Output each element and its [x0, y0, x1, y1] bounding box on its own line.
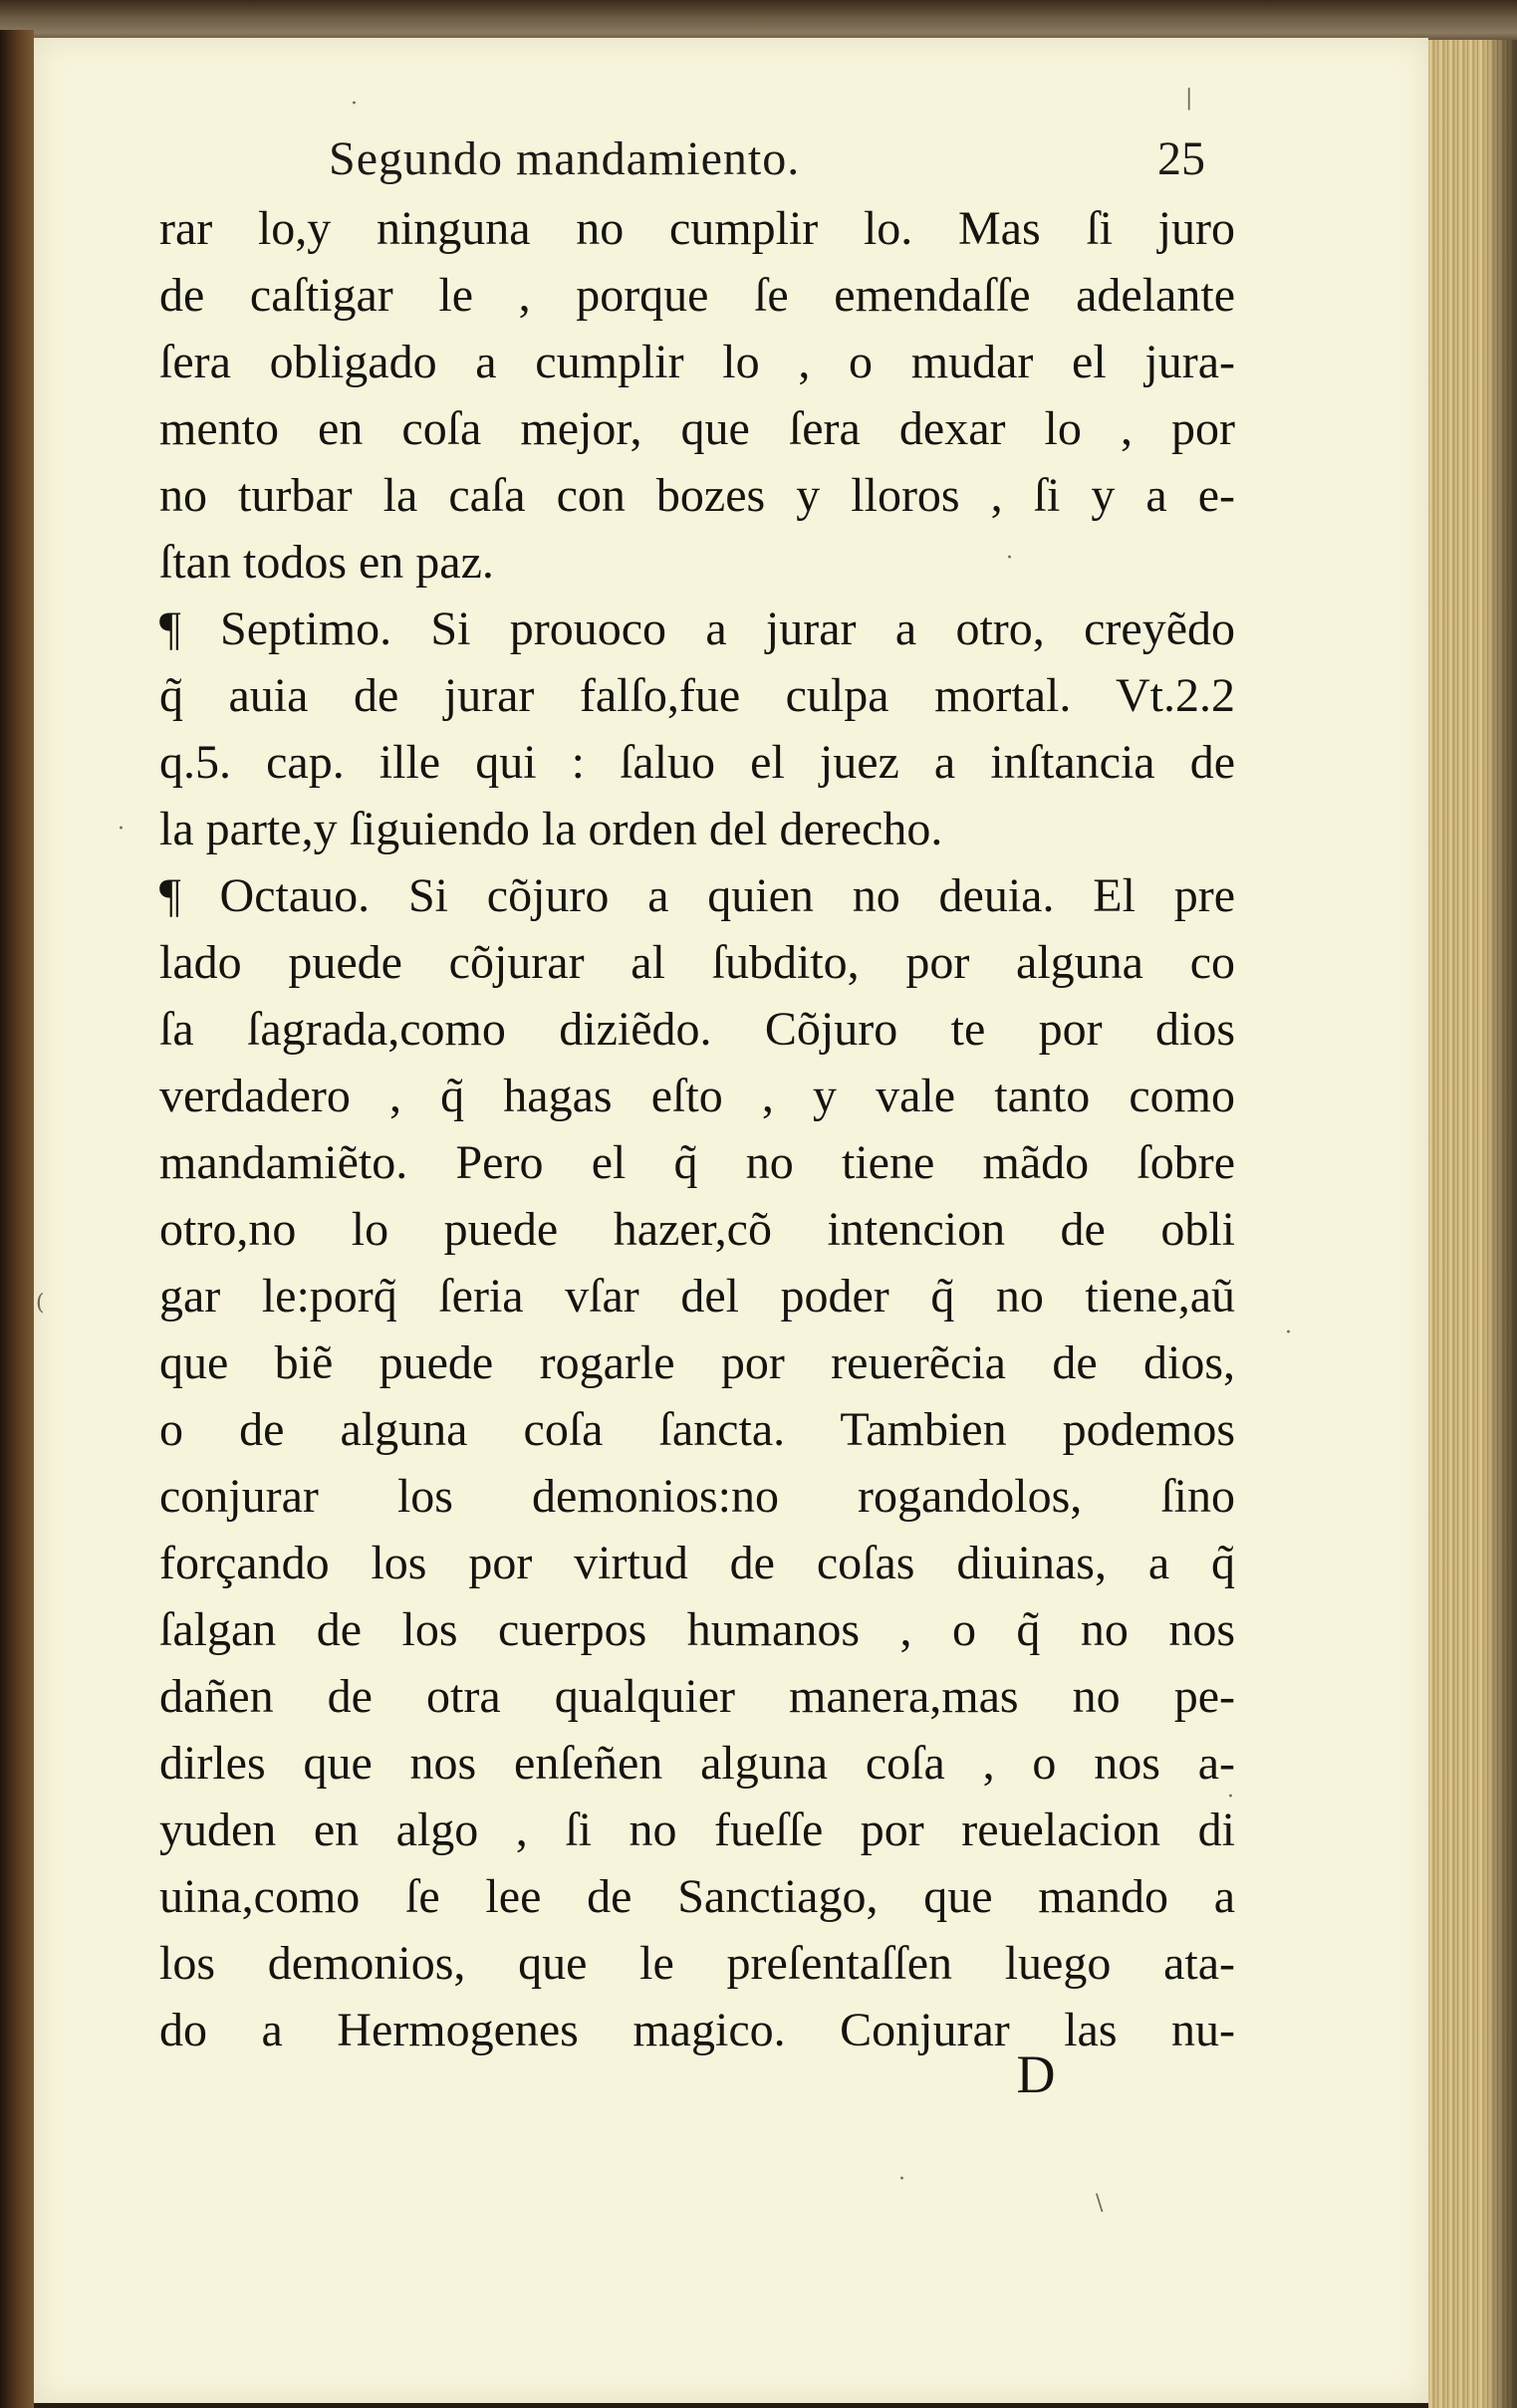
- text-line: ſtan todos en paz.: [159, 536, 494, 589]
- book-binding-edge: [0, 30, 34, 2408]
- text-line: que biẽ puede rogarle por reuerẽcia de dios,: [159, 1336, 1235, 1389]
- text-line: q.5. cap. ille qui : ſaluo el juez a inſtancia de: [159, 736, 1235, 789]
- text-line: ſalgan de los cuerpos humanos , o q̃ no nos: [159, 1603, 1235, 1656]
- paper-speck: (: [36, 1291, 45, 1316]
- page-number: 25: [1157, 132, 1205, 185]
- text-line: do a Hermogenes magico. Conjurar las nu-: [159, 2004, 1235, 2056]
- text-line: o de alguna coſa ſancta. Tambien podemos: [159, 1403, 1235, 1456]
- paper-speck: \: [1096, 2191, 1104, 2216]
- running-title: Segundo mandamiento.: [329, 132, 801, 185]
- paper-speck: ·: [1227, 1785, 1234, 1809]
- paper-speck: |: [1185, 86, 1193, 111]
- text-line: otro,no lo puede hazer,cõ intencion de obli: [159, 1203, 1235, 1256]
- text-line: mandamiẽto. Pero el q̃ no tiene mãdo ſobre: [159, 1136, 1235, 1189]
- text-line: yuden en algo , ſi no fueſſe por reuelacion di: [159, 1804, 1235, 1856]
- body-text: [159, 195, 1235, 2063]
- text-line: de caſtigar le , porque ſe emendaſſe adelante: [159, 269, 1235, 322]
- text-line: uina,como ſe lee de Sanctiago, que mando a: [159, 1870, 1235, 1923]
- text-line: forçando los por virtud de coſas diuinas, a q̃: [159, 1537, 1235, 1589]
- text-line: rar lo,y ninguna no cumplir lo. Mas ſi juro: [159, 202, 1235, 255]
- text-line: dañen de otra qualquier manera,mas no pe-: [159, 1670, 1235, 1723]
- paper-speck: ·: [1006, 546, 1013, 571]
- text-line: q̃ auia de jurar falſo,fue culpa mortal. Vt.2.2: [159, 669, 1235, 722]
- text-line: los demonios, que le preſentaſſen luego ata-: [159, 1937, 1235, 1990]
- paper-speck: ·: [351, 92, 358, 117]
- text-line: ſera obligado a cumplir lo , o mudar el jura-: [159, 336, 1235, 388]
- text-line: dirles que nos enſeñen alguna coſa , o nos a-: [159, 1737, 1235, 1790]
- text-line: no turbar la caſa con bozes y lloros , ſi y a e-: [159, 469, 1235, 522]
- signature-mark: D: [1016, 2045, 1056, 2104]
- paper-speck: ·: [118, 817, 125, 842]
- text-line: mento en coſa mejor, que ſera dexar lo , por: [159, 402, 1235, 455]
- text-line: ſa ſagrada,como diziẽdo. Cõjuro te por dios: [159, 1003, 1235, 1056]
- paper-speck: ·: [1285, 1321, 1292, 1345]
- page-edge-shadow: [1484, 40, 1517, 2408]
- text-line-octauo: ¶ Octauo. Si cõjuro a quien no deuia. El pre: [159, 869, 1235, 922]
- text-line: conjurar los demonios:no rogandolos, ſino: [159, 1470, 1235, 1523]
- text-line: verdadero , q̃ hagas eſto , y vale tanto como: [159, 1070, 1235, 1122]
- text-line-septimo: ¶ Septimo. Si prouoco a jurar a otro, creyẽdo: [159, 602, 1235, 655]
- running-head: [329, 127, 1205, 191]
- text-line: la parte,y ſiguiendo la orden del derecho.: [159, 803, 943, 855]
- paper-speck: ·: [898, 2167, 905, 2192]
- text-line: gar le:porq̃ ſeria vſar del poder q̃ no tiene,aũ: [159, 1270, 1235, 1323]
- text-line: lado puede cõjurar al ſubdito, por alguna co: [159, 936, 1235, 989]
